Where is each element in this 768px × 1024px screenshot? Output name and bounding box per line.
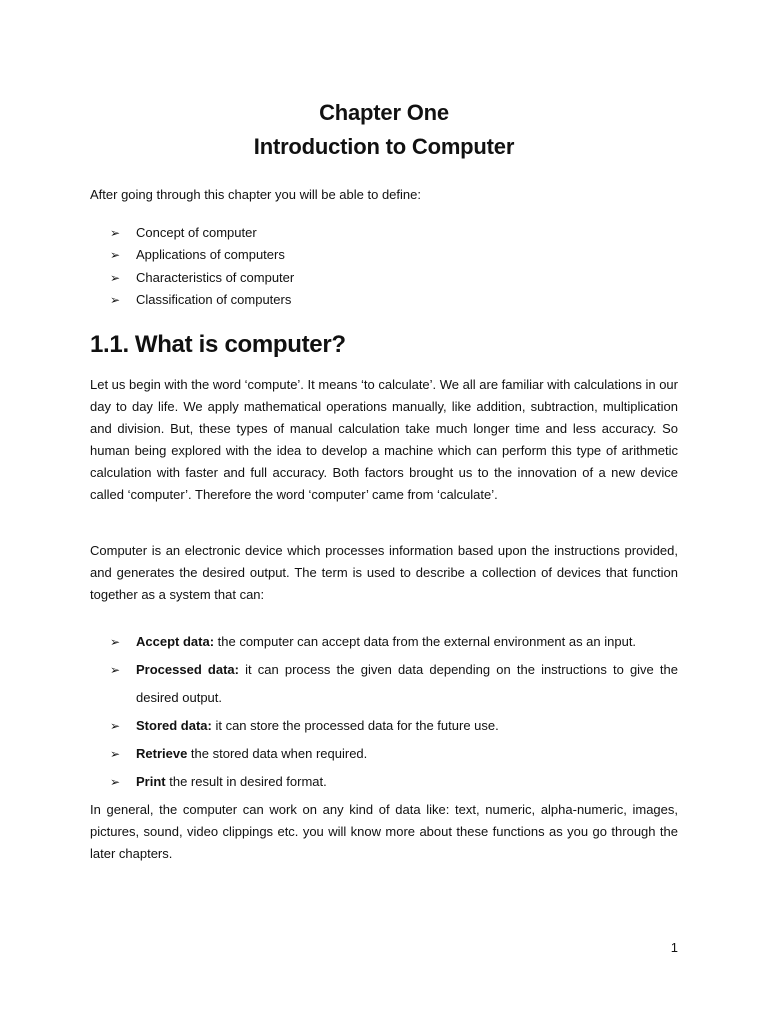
function-description: the computer can accept data from the external environment as an input. (214, 634, 637, 649)
chapter-title-line-1: Chapter One (319, 100, 449, 125)
function-description: the stored data when required. (187, 746, 368, 761)
function-term: Processed data: (136, 662, 239, 677)
paragraph-definition: Computer is an electronic device which processes information based upon the instructions provided, and generates the desired output. The term is used to describe a collection of devices that function together as a system that can: (90, 543, 678, 602)
page-number: 1 (670, 940, 678, 955)
function-term: Stored data: (136, 718, 212, 733)
list-item (110, 244, 294, 266)
list-item (110, 628, 678, 656)
section-title: What is computer? (134, 331, 346, 358)
paragraph-general: In general, the computer can work on any kind of data like: text, numeric, alpha-numeric, images, pictures, sound, video clippings etc. you will know more about these functions as you go through the later chapters. (90, 802, 678, 861)
objective-label: Applications of computers (136, 247, 285, 263)
function-description: it can process the given data depending on the instructions to give the desired output. (136, 662, 679, 705)
list-item (110, 712, 678, 740)
function-term: Accept data: (136, 634, 215, 649)
intro-text: After going through this chapter you will be able to define: (90, 187, 421, 202)
objectives-list (110, 222, 294, 311)
arrow-bullet-icon: ➢ (110, 293, 121, 308)
objective-label: Characteristics of computer (136, 269, 295, 285)
list-item (110, 267, 294, 289)
function-description: it can store the processed data for the future use. (211, 718, 499, 733)
objective-label: Classification of computers (136, 292, 292, 308)
arrow-bullet-icon: ➢ (110, 635, 121, 649)
arrow-bullet-icon: ➢ (110, 270, 121, 285)
function-description: the result in desired format. (165, 774, 327, 789)
list-item (110, 656, 678, 712)
function-term: Retrieve (136, 746, 188, 761)
functions-list (110, 628, 678, 796)
section-number: 1.1. (90, 331, 129, 358)
section-heading (90, 328, 346, 362)
arrow-bullet-icon: ➢ (110, 248, 121, 263)
arrow-bullet-icon: ➢ (110, 775, 121, 789)
chapter-title (90, 96, 678, 164)
arrow-bullet-icon: ➢ (110, 719, 121, 733)
objective-label: Concept of computer (136, 225, 257, 241)
list-item (110, 289, 294, 311)
arrow-bullet-icon: ➢ (110, 226, 121, 241)
paragraph-compute-origin: Let us begin with the word ‘compute’. It means ‘to calculate’. We all are familiar with calculations in our day to day life. We apply mathematical operations manually, like addition, subtraction, multiplication and division. But, these types of manual calculation take much longer time and less accuracy. So human being explored with the idea to develop a machine which can perform this type of arithmetic calculation with faster and full accuracy. Both factors brought us to the innovation of a new device called ‘computer’. Therefore the word ‘computer’ came from ‘calculate’. (90, 377, 678, 502)
list-item (110, 768, 678, 796)
function-term: Print (136, 774, 166, 789)
list-item (110, 740, 678, 768)
list-item (110, 222, 294, 244)
chapter-title-line-2: Introduction to Computer (253, 134, 515, 159)
arrow-bullet-icon: ➢ (110, 747, 121, 761)
arrow-bullet-icon: ➢ (110, 663, 121, 677)
